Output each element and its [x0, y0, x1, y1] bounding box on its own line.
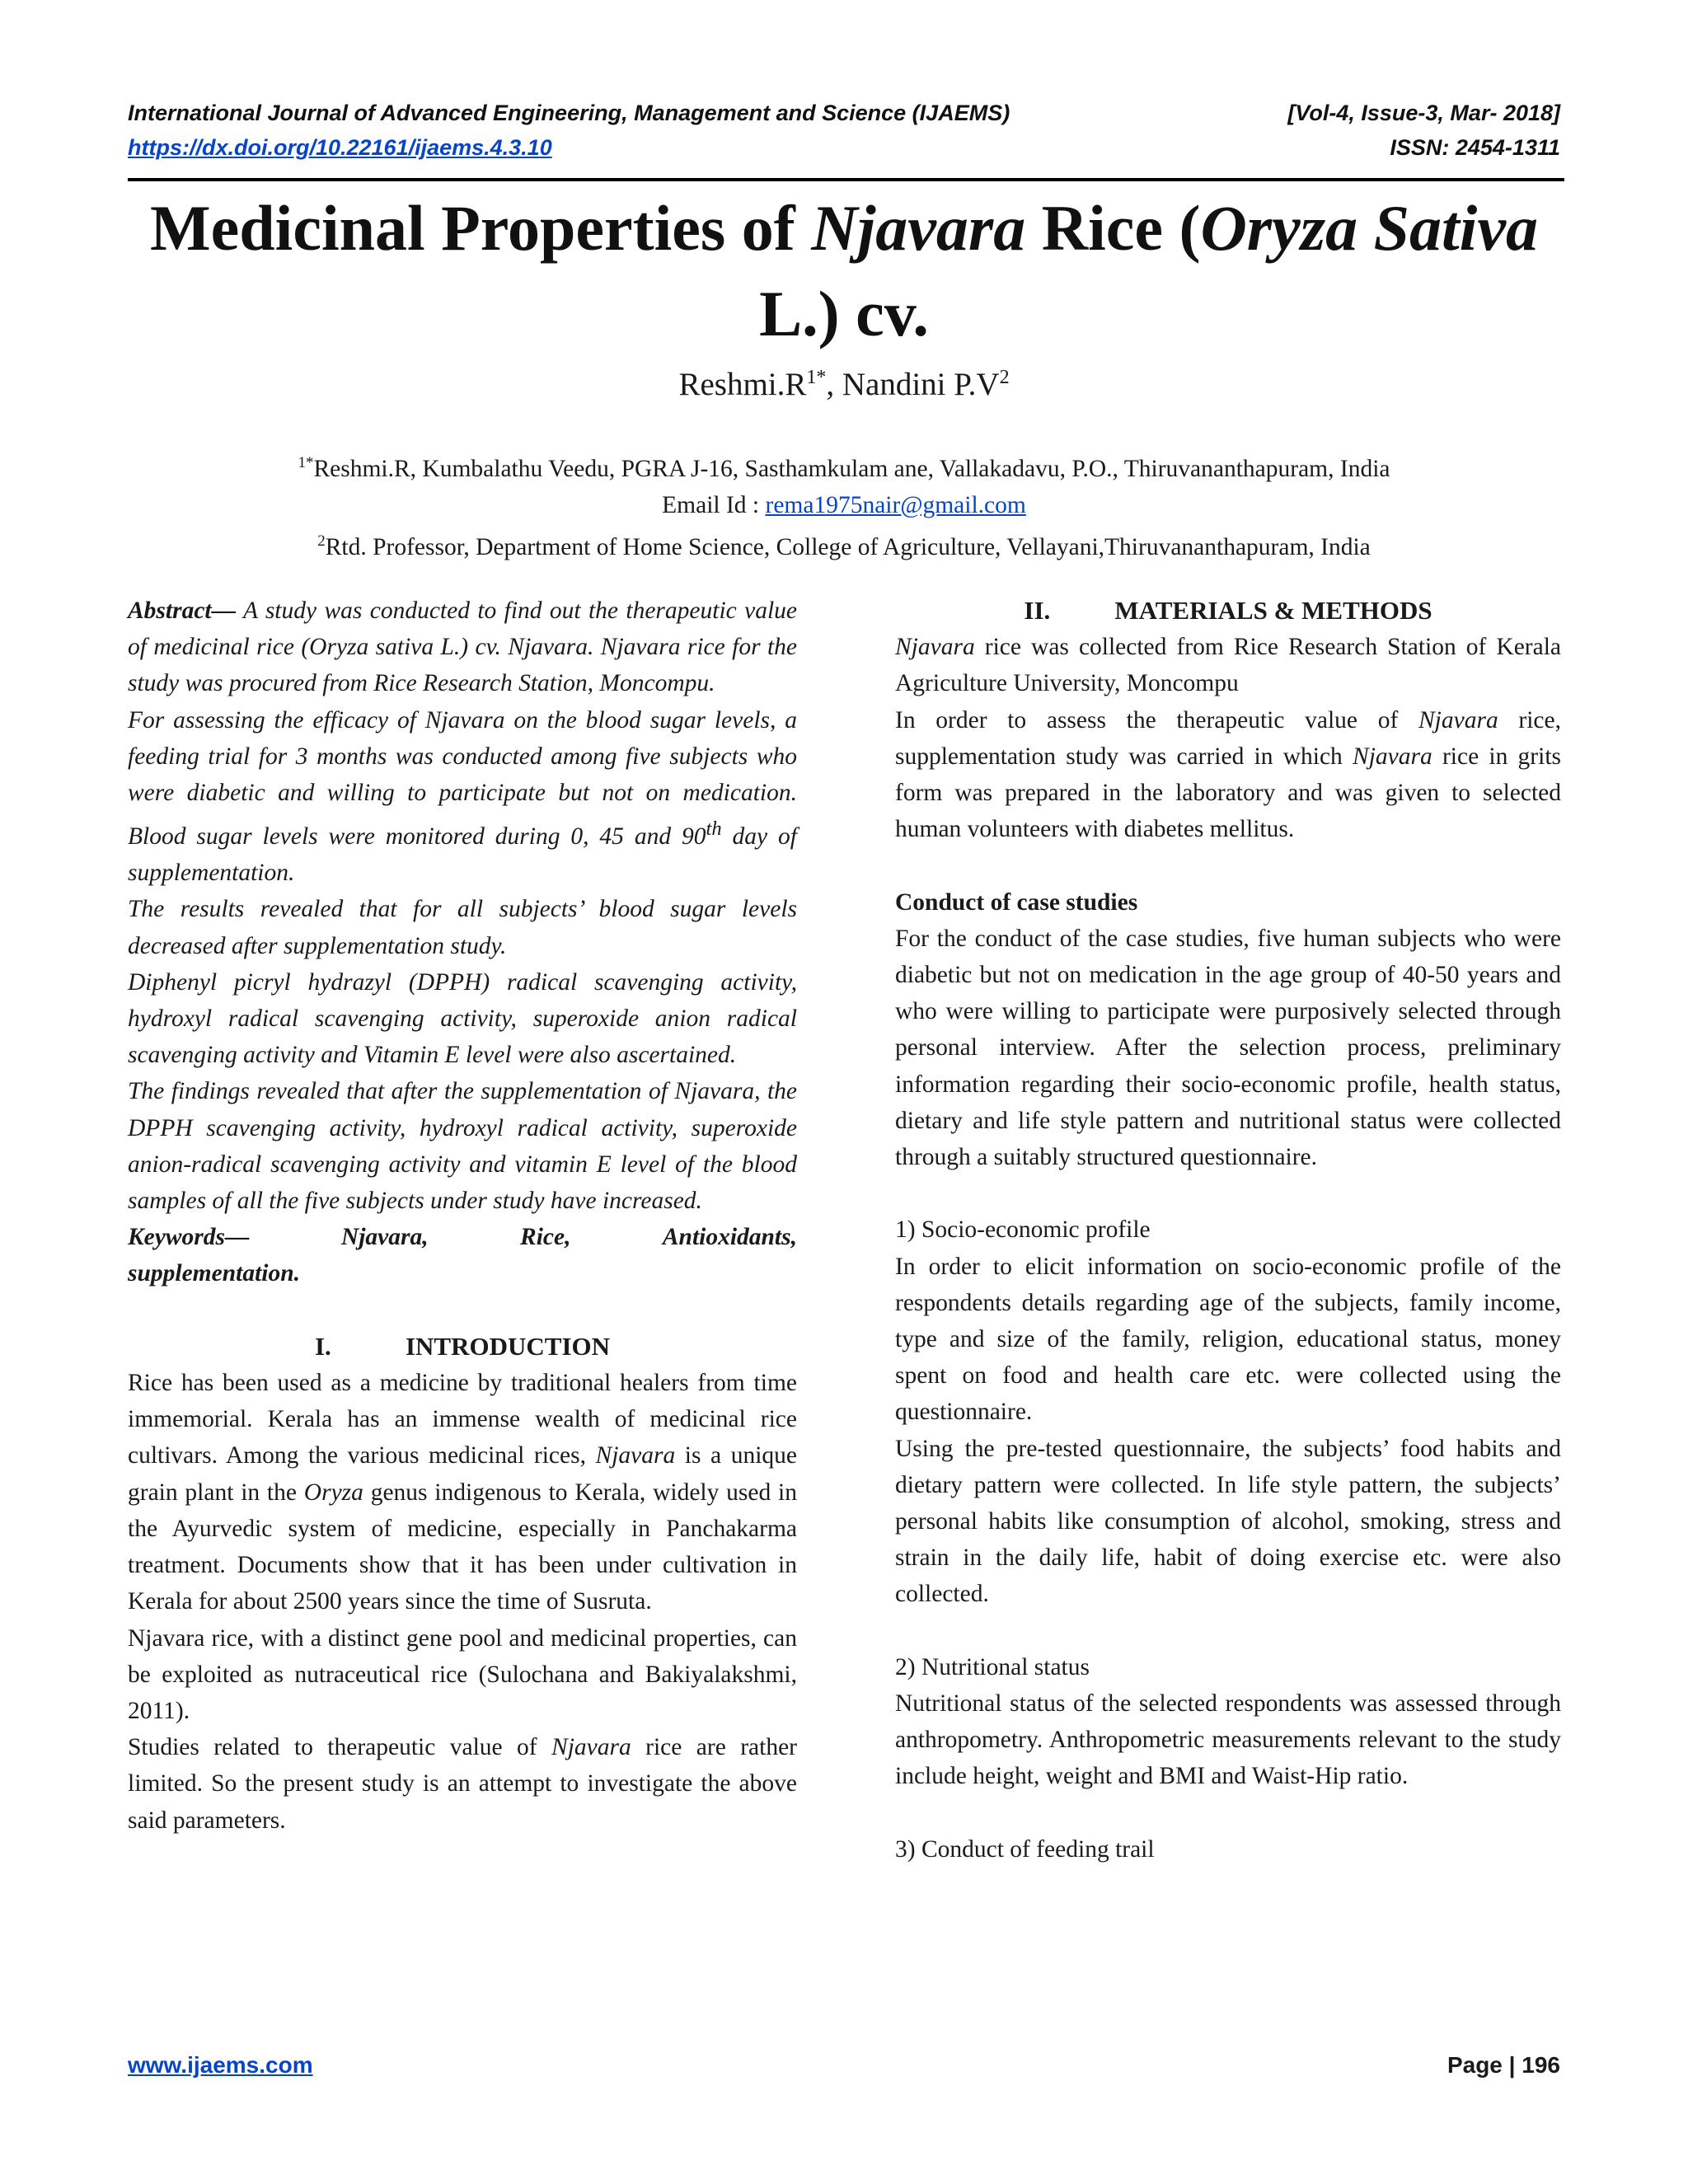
methods-paragraph [895, 629, 1561, 701]
abstract-text: A study was conducted to find out the therapeutic value of medicinal rice (Oryza sativa L.) cv. Njavara. Njavara rice for the study was procured from Rice Research Station, Moncompu. [128, 598, 797, 697]
running-header [128, 96, 1560, 165]
abstract-paragraph: The results revealed that for all subjects’ blood sugar levels decreased after supplementation study. [128, 896, 797, 959]
email-line [91, 487, 1597, 523]
methods-paragraph: Nutritional status of the selected respondents was assessed through anthropometry. Anthropometric measurements relevant to the study include height, weight and BMI and Waist-Hip ratio. [895, 1690, 1561, 1790]
email-label: Email Id : [662, 491, 766, 518]
methods-paragraph: For the conduct of the case studies, five human subjects who were diabetic but not on medication in the age group of 40-50 years and who were willing to participate were purposively selected through personal interview. After the selection process, preliminary information regarding their socio-economic profile, health status, dietary and life style pattern and nutritional status were collected through a suitably structured questionnaire. [895, 925, 1561, 1171]
keyword: Njavara, [340, 1224, 429, 1251]
subheading-socio-economic: 1) Socio-economic profile [895, 1216, 1151, 1244]
affil-text: Reshmi.R, Kumbalathu Veedu, PGRA J-16, Sasthamkulam ane, Vallakadavu, P.O., Thiruvananthapuram, India [313, 455, 1390, 482]
abstract-paragraph [128, 702, 797, 892]
header-rule [128, 178, 1564, 181]
intro-italic: Njavara [595, 1442, 676, 1469]
methods-italic: Njavara [895, 634, 975, 661]
methods-paragraph: Using the pre-tested questionnaire, the subjects’ food habits and dietary pattern were collected. In life style pattern, the subjects’ personal habits like consumption of alcohol, smoking, stress and strain in the daily life, habit of doing exercise etc. were also collected. [895, 1435, 1561, 1608]
abstract-paragraph: The findings revealed that after the supplementation of Njavara, the DPPH scavenging activity, hydroxyl radical activity, superoxide anion-radical scavenging activity and vitamin E level of the blood samples of all the five subjects under study have increased. [128, 1078, 797, 1215]
intro-paragraph [128, 1365, 797, 1619]
right-column [895, 593, 1561, 1868]
methods-italic: Njavara [1353, 743, 1432, 770]
methods-text: In order to assess the therapeutic value of [895, 706, 1418, 733]
title-italic: Oryza Sativa [1200, 192, 1538, 264]
intro-italic: Njavara [551, 1734, 631, 1761]
subheading-feeding-trail: 3) Conduct of feeding trail [895, 1835, 1155, 1863]
methods-paragraph [895, 702, 1561, 848]
keywords [128, 1219, 797, 1255]
author-sup: 2 [999, 367, 1010, 388]
intro-text: rice are rather limited. So the present study is an attempt to investigate the above said parameters. [128, 1734, 797, 1834]
abstract-label: Abstract— [128, 598, 237, 624]
methods-text: rice in grits form was prepared in the laboratory and was given to selected human volunteers with diabetes mellitus. [895, 743, 1561, 843]
affiliation-1 [91, 445, 1597, 487]
affiliation-2 [91, 523, 1597, 565]
title-italic: Njavara [811, 192, 1026, 264]
keyword: supplementation. [128, 1260, 300, 1287]
keyword: Rice, [520, 1224, 571, 1251]
abstract-paragraph [128, 593, 797, 702]
abstract-sup: th [706, 818, 722, 841]
affiliations [91, 445, 1597, 565]
intro-text: genus indigenous to Kerala, widely used in the Ayurvedic system of medicine, especially in Panchakarma treatment. Documents show that it has been under cultivation in Kerala for about 2500 years since the time of Susruta. [128, 1479, 797, 1615]
section-number: II. [1024, 596, 1051, 625]
authors [91, 356, 1597, 406]
section-title: MATERIALS & METHODS [1114, 596, 1432, 625]
keywords-label: Keywords— [128, 1224, 250, 1251]
title-line-2: L.) cv. [759, 278, 929, 349]
website-link[interactable]: www.ijaems.com [128, 2052, 313, 2078]
affil-text: Rtd. Professor, Department of Home Science, College of Agriculture, Vellayani,Thiruvananthapuram, India [325, 533, 1371, 560]
affil-sup: 2 [317, 532, 326, 550]
journal-name: International Journal of Advanced Engineering, Management and Science (IJAEMS) [128, 101, 1010, 125]
title-text: Rice ( [1025, 192, 1201, 264]
intro-paragraph [128, 1729, 797, 1839]
section-heading-methods [895, 593, 1561, 629]
title-text: Medicinal Properties of [150, 192, 812, 264]
page-footer [128, 2052, 1560, 2079]
doi-link[interactable]: https://dx.doi.org/10.22161/ijaems.4.3.10 [128, 135, 552, 160]
keyword: Antioxidants, [662, 1224, 797, 1251]
section-title: INTRODUCTION [405, 1331, 611, 1361]
methods-italic: Njavara [1418, 706, 1498, 733]
methods-text: rice, supplementation study was carried in which [895, 706, 1561, 770]
intro-text: Studies related to therapeutic value of [128, 1734, 552, 1761]
paper-title [91, 185, 1597, 357]
methods-text: rice was collected from Rice Research Station of Kerala Agriculture University, Moncompu [895, 634, 1561, 697]
abstract-paragraph: Diphenyl picryl hydrazyl (DPPH) radical scavenging activity, hydroxyl radical scavenging activity, superoxide anion radical scavenging activity and Vitamin E level were also ascertained. [128, 968, 797, 1069]
volume-issue: [Vol-4, Issue-3, Mar- 2018] [1287, 101, 1560, 125]
section-heading-introduction [128, 1329, 797, 1365]
author-sup: 1* [806, 367, 827, 388]
author-name: , Nandini P.V [826, 367, 1000, 402]
intro-italic: Oryza [303, 1479, 363, 1506]
subheading-case-studies: Conduct of case studies [895, 888, 1138, 916]
intro-text: is a unique grain plant in the [128, 1442, 797, 1506]
subheading-nutritional-status: 2) Nutritional status [895, 1653, 1090, 1680]
page-number: Page | 196 [1447, 2052, 1560, 2078]
intro-text: Rice has been used as a medicine by traditional healers from time immemorial. Kerala has an immense wealth of medicinal rice cultivars. Among the various medicinal rices, [128, 1370, 797, 1469]
author-name: Reshmi.R [678, 367, 807, 402]
intro-paragraph: Njavara rice, with a distinct gene pool and medicinal properties, can be exploited as nutraceutical rice (Sulochana and Bakiyalakshmi, 2011). [128, 1624, 797, 1724]
abstract-text: For assessing the efficacy of Njavara on the blood sugar levels, a feeding trial for 3 months was conducted among five subjects who were diabetic and willing to participate but not on medication. Blood sugar levels were monitored during 0, 45 and 90 [128, 706, 797, 851]
issn: ISSN: 2454-1311 [1390, 135, 1560, 160]
section-number: I. [314, 1331, 331, 1361]
email-link[interactable]: rema1975nair@gmail.com [765, 491, 1026, 518]
methods-paragraph: In order to elicit information on socio-economic profile of the respondents details regarding age of the subjects, family income, type and size of the family, religion, educational status, money spent on food and health care etc. were collected using the questionnaire. [895, 1253, 1561, 1426]
abstract-text: day of supplementation. [128, 823, 797, 887]
left-column [128, 593, 797, 1839]
affil-sup: 1* [298, 454, 314, 471]
